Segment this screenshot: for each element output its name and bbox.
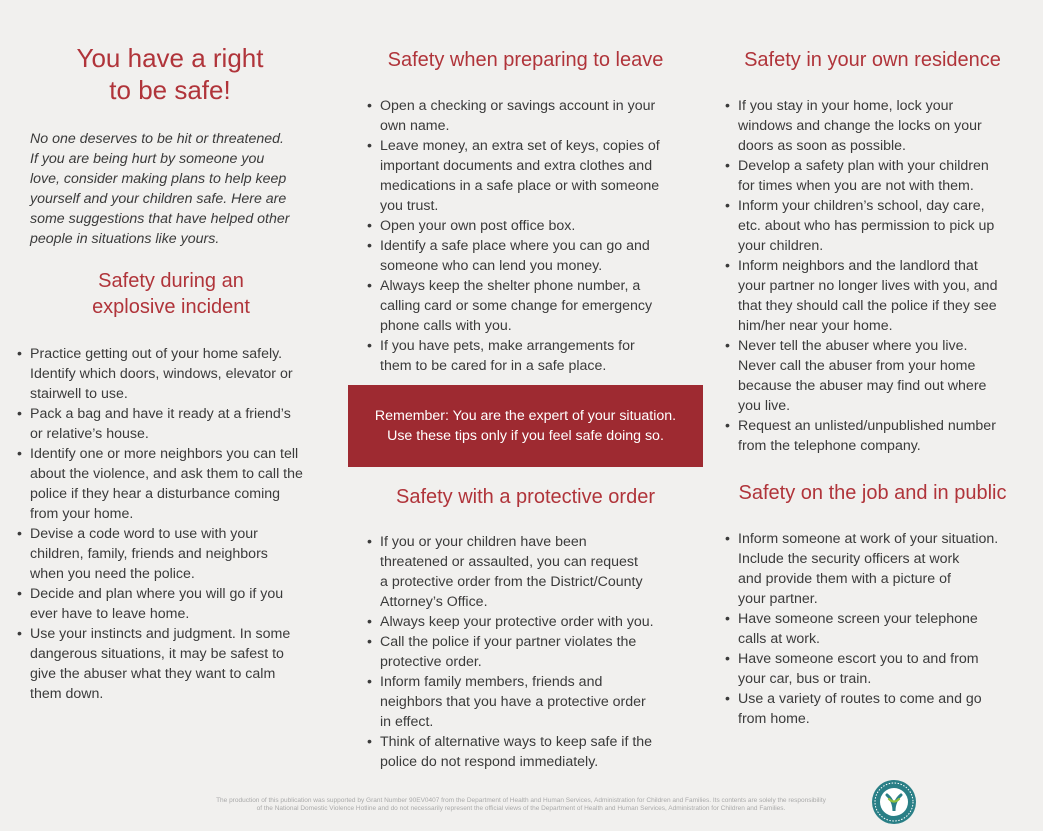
intro-line: people in situations like yours. bbox=[30, 231, 220, 247]
list-item-line: calls at work. bbox=[738, 631, 820, 647]
list-item bbox=[17, 624, 335, 704]
list-item bbox=[725, 156, 1035, 196]
list-item bbox=[367, 216, 703, 236]
list-item bbox=[725, 529, 1035, 609]
list-item bbox=[367, 532, 703, 612]
explosive-incident-heading bbox=[20, 268, 322, 320]
list-item-line: Include the security officers at work bbox=[738, 551, 960, 567]
list-item-line: someone who can lend you money. bbox=[380, 258, 603, 274]
list-item bbox=[367, 136, 703, 216]
intro-paragraph bbox=[30, 129, 335, 249]
list-item-line: stairwell to use. bbox=[30, 386, 128, 402]
callout-line1: Remember: You are the expert of your situation. bbox=[374, 408, 677, 424]
list-item-line: doors as soon as possible. bbox=[738, 138, 906, 154]
list-item-line: • Call the police if your partner violates the bbox=[380, 634, 637, 650]
list-item-line: for times when you are not with them. bbox=[738, 178, 974, 194]
list-item-line: • Inform family members, friends and bbox=[380, 674, 603, 690]
list-item-line: your partner. bbox=[738, 591, 818, 607]
list-item-line: from the telephone company. bbox=[738, 438, 921, 454]
list-item-line: in effect. bbox=[380, 714, 434, 730]
list-item bbox=[367, 732, 703, 772]
list-item-line: • Pack a bag and have it ready at a friend’s bbox=[30, 406, 291, 422]
preparing-to-leave-list bbox=[367, 96, 703, 376]
list-item-line: or relative’s house. bbox=[30, 426, 149, 442]
list-item bbox=[367, 672, 703, 732]
list-item-line: you live. bbox=[738, 398, 791, 414]
list-item-line: children, family, friends and neighbors bbox=[30, 546, 268, 562]
list-item-line: etc. about who has permission to pick up bbox=[738, 218, 995, 234]
job-and-public-heading: Safety on the job and in public bbox=[738, 482, 1007, 504]
list-item-line: them down. bbox=[30, 686, 104, 702]
list-item-line: • If you have pets, make arrangements for bbox=[380, 338, 635, 354]
list-item bbox=[367, 276, 703, 336]
list-item-line: your car, bus or train. bbox=[738, 671, 872, 687]
job-and-public-list bbox=[725, 529, 1035, 729]
list-item bbox=[17, 584, 335, 624]
preparing-to-leave-heading: Safety when preparing to leave bbox=[387, 49, 664, 71]
list-item bbox=[725, 689, 1035, 729]
seal-graphic bbox=[871, 779, 917, 825]
page-title-line2: to be safe! bbox=[109, 75, 231, 105]
list-item-line: • Identify a safe place where you can go and bbox=[380, 238, 650, 254]
list-item-line: dangerous situations, it may be safest to bbox=[30, 646, 284, 662]
list-item-line: that they should call the police if they see bbox=[738, 298, 997, 314]
list-item-line: him/her near your home. bbox=[738, 318, 893, 334]
page-title bbox=[20, 42, 320, 106]
list-item-line: • Use a variety of routes to come and go bbox=[738, 691, 982, 707]
list-item-line: • Open a checking or savings account in your bbox=[380, 98, 656, 114]
remember-callout bbox=[348, 385, 703, 467]
list-item-line: • Identify one or more neighbors you can tell bbox=[30, 446, 299, 462]
list-item-line: • Request an unlisted/unpublished number bbox=[738, 418, 996, 434]
list-item-line: • Always keep the shelter phone number, a bbox=[380, 278, 641, 294]
list-item-line: ever have to leave home. bbox=[30, 606, 190, 622]
list-item-line: because the abuser may find out where bbox=[738, 378, 987, 394]
list-item bbox=[725, 649, 1035, 689]
list-item-line: your partner no longer lives with you, and bbox=[738, 278, 998, 294]
list-item bbox=[725, 336, 1035, 416]
list-item-line: • Inform someone at work of your situation. bbox=[738, 531, 999, 547]
list-item-line: important documents and extra clothes and bbox=[380, 158, 653, 174]
list-item bbox=[17, 344, 335, 404]
intro-line: No one deserves to be hit or threatened. bbox=[30, 131, 284, 147]
list-item-line: • Leave money, an extra set of keys, copies of bbox=[380, 138, 660, 154]
list-item-line: give the abuser what they want to calm bbox=[30, 666, 276, 682]
callout-line2: Use these tips only if you feel safe doing so. bbox=[387, 428, 664, 444]
explosive-incident-list bbox=[17, 344, 335, 704]
list-item-line: protective order. bbox=[380, 654, 482, 670]
list-item-line: police do not respond immediately. bbox=[380, 754, 599, 770]
list-item-line: • Devise a code word to use with your bbox=[30, 526, 258, 542]
intro-line: If you are being hurt by someone you bbox=[30, 151, 265, 167]
list-item-line: medications in a safe place or with someone bbox=[380, 178, 660, 194]
list-item-line: • Never tell the abuser where you live. bbox=[738, 338, 968, 354]
list-item bbox=[367, 96, 703, 136]
list-item bbox=[17, 444, 335, 524]
list-item-line: • Always keep your protective order with you. bbox=[380, 614, 654, 630]
intro-line: love, consider making plans to help keep bbox=[30, 171, 287, 187]
disclaimer-line1: The production of this publication was supported by Grant Number 90EV0407 from the Department of Health and Human Services, Administration for Children and Families. Its contents are solely the responsibility bbox=[216, 797, 826, 804]
list-item-line: • Develop a safety plan with your children bbox=[738, 158, 989, 174]
list-item bbox=[725, 609, 1035, 649]
list-item-line: police if they hear a disturbance coming bbox=[30, 486, 280, 502]
list-item bbox=[725, 196, 1035, 256]
list-item bbox=[725, 416, 1035, 456]
list-item-line: you trust. bbox=[380, 198, 439, 214]
list-item-line: a protective order from the District/County bbox=[380, 574, 643, 590]
list-item-line: windows and change the locks on your bbox=[738, 118, 982, 134]
protective-order-heading: Safety with a protective order bbox=[395, 486, 655, 508]
explosive-heading-line2: explosive incident bbox=[92, 296, 250, 318]
list-item-line: own name. bbox=[380, 118, 450, 134]
list-item bbox=[17, 404, 335, 444]
list-item bbox=[367, 236, 703, 276]
list-item bbox=[725, 96, 1035, 156]
list-item bbox=[367, 336, 703, 376]
callout-text bbox=[366, 406, 686, 446]
list-item-line: Identify which doors, windows, elevator or bbox=[30, 366, 293, 382]
list-item-line: calling card or some change for emergency bbox=[380, 298, 653, 314]
disclaimer-line2: of the National Domestic Violence Hotline and do not necessarily represent the official views of the Department of Health and Human Services, Administration for Children and Families. bbox=[256, 805, 786, 812]
list-item-line: phone calls with you. bbox=[380, 318, 512, 334]
list-item-line: them to be cared for in a safe place. bbox=[380, 358, 607, 374]
list-item-line: your children. bbox=[738, 238, 824, 254]
list-item-line: • Have someone escort you to and from bbox=[738, 651, 979, 667]
list-item-line: from your home. bbox=[30, 506, 134, 522]
list-item bbox=[17, 524, 335, 584]
page-title-line1: You have a right bbox=[76, 43, 264, 73]
intro-line: some suggestions that have helped other bbox=[30, 211, 290, 227]
list-item-line: • Open your own post office box. bbox=[380, 218, 576, 234]
hotline-seal-icon bbox=[871, 779, 917, 825]
list-item-line: from home. bbox=[738, 711, 810, 727]
own-residence-list bbox=[725, 96, 1035, 456]
explosive-heading-line1: Safety during an bbox=[98, 270, 244, 292]
list-item-line: • Inform neighbors and the landlord that bbox=[738, 258, 978, 274]
list-item-line: • Have someone screen your telephone bbox=[738, 611, 978, 627]
list-item bbox=[725, 256, 1035, 336]
list-item bbox=[367, 612, 703, 632]
list-item-line: Attorney’s Office. bbox=[380, 594, 488, 610]
list-item-line: • Decide and plan where you will go if you bbox=[30, 586, 284, 602]
own-residence-heading: Safety in your own residence bbox=[744, 49, 1001, 71]
list-item-line: • Practice getting out of your home safely. bbox=[30, 346, 283, 362]
funding-disclaimer bbox=[185, 797, 857, 813]
list-item-line: • Inform your children’s school, day care, bbox=[738, 198, 985, 214]
list-item-line: neighbors that you have a protective order bbox=[380, 694, 646, 710]
list-item-line: • If you stay in your home, lock your bbox=[738, 98, 954, 114]
list-item-line: and provide them with a picture of bbox=[738, 571, 951, 587]
list-item-line: • If you or your children have been bbox=[380, 534, 587, 550]
list-item bbox=[367, 632, 703, 672]
list-item-line: • Think of alternative ways to keep safe if the bbox=[380, 734, 653, 750]
list-item-line: threatened or assaulted, you can request bbox=[380, 554, 638, 570]
intro-line: yourself and your children safe. Here are bbox=[30, 191, 287, 207]
list-item-line: • Use your instincts and judgment. In some bbox=[30, 626, 291, 642]
list-item-line: about the violence, and ask them to call the bbox=[30, 466, 303, 482]
protective-order-list bbox=[367, 532, 703, 772]
list-item-line: when you need the police. bbox=[30, 566, 195, 582]
list-item-line: Never call the abuser from your home bbox=[738, 358, 976, 374]
